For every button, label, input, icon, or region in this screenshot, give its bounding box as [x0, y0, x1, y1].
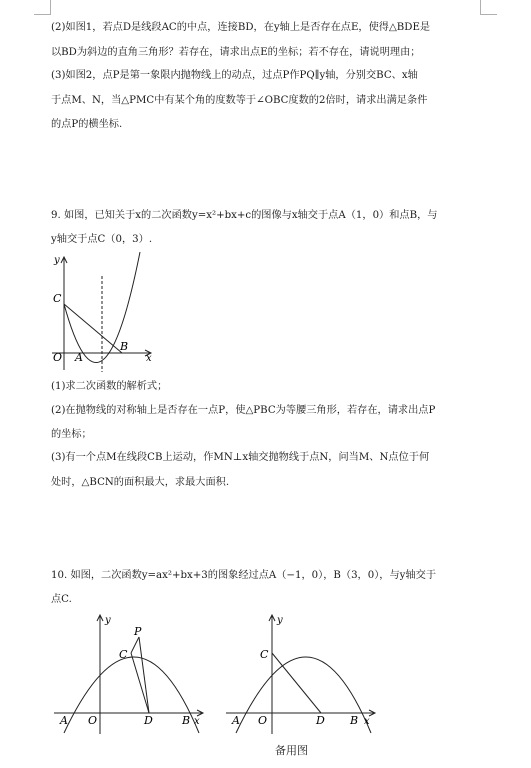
fig10b-label-x: x	[364, 716, 370, 727]
problem9-question2-line2: 的坐标；	[51, 429, 92, 440]
crop-mark-left-vertical	[50, 0, 51, 15]
problem8-part2-line1: (2)如图1，若点D是线段AC的中点，连接BD，在y轴上是否存在点E，使得△BDE是	[51, 22, 431, 33]
problem9-figure	[48, 252, 160, 374]
fig10b-label-a: A	[232, 714, 240, 727]
crop-mark-right-horizontal	[480, 14, 497, 15]
fig9-label-x: x	[146, 353, 152, 364]
fig9-label-y: y	[54, 255, 60, 266]
problem9-stem-line1: 9. 如图，已知关于x的二次函数y=x²+bx+c的图像与x轴交于点A（1，0）和点B，与	[51, 210, 438, 221]
fig9-label-b: B	[120, 340, 129, 353]
fig9-label-c: C	[53, 292, 62, 305]
fig9-label-o: O	[53, 351, 63, 364]
fig10b-label-c: C	[260, 648, 269, 661]
fig10-label-b: B	[182, 714, 191, 727]
fig10b-label-b: B	[350, 714, 359, 727]
problem8-part3-line3: 的点P的横坐标.	[51, 119, 123, 130]
problem9-question3-line1: (3)有一个点M在线段CB上运动，作MN⊥x轴交抛物线于点N，问当M、N点位于何	[51, 452, 430, 463]
problem10-stem-line1: 10. 如图，二次函数y=ax²+bx+3的图象经过点A（−1，0），B（3，0），与y轴交于	[51, 570, 437, 581]
problem9-question3-line2: 处时，△BCN的面积最大，求最大面积.	[51, 477, 230, 488]
fig10-segment-cd	[131, 653, 149, 713]
fig10-segment-pd	[139, 637, 149, 713]
problem10-stem-line2: 点C.	[51, 594, 72, 605]
problem10-backup-figure	[222, 610, 387, 735]
fig10-label-a: A	[60, 714, 68, 727]
problem9-question1: (1)求二次函数的解析式；	[51, 381, 168, 392]
problem9-stem-line2: y轴交于点C（0，3）.	[51, 234, 153, 245]
fig10-label-o: O	[88, 714, 98, 727]
problem8-part3-line2: 于点M、N，当△PMC中有某个角的度数等于∠OBC度数的2倍时，请求出满足条件	[51, 95, 428, 106]
fig10b-label-y: y	[277, 615, 283, 626]
fig10-label-c: C	[119, 648, 128, 661]
crop-mark-left-horizontal	[34, 14, 51, 15]
fig10-parabola	[64, 657, 199, 733]
fig10b-segment-cd	[272, 653, 321, 713]
fig10b-label-o: O	[258, 714, 268, 727]
fig10-label-y: y	[105, 615, 111, 626]
backup-figure-caption: 备用图	[275, 744, 308, 757]
fig10-label-d: D	[144, 714, 153, 727]
fig10-segment-cp	[131, 637, 139, 653]
problem8-part2-line2: 以BD为斜边的直角三角形？若存在，请求出点E的坐标；若不存在，请说明理由；	[51, 47, 421, 58]
fig10-label-x: x	[194, 716, 200, 727]
problem8-part3-line1: (3)如图2，点P是第一象限内抛物线上的动点，过点P作PQ∥y轴，分别交BC、x轴	[51, 70, 418, 81]
problem10-figure	[50, 610, 215, 735]
fig9-segment-cb	[64, 304, 122, 353]
problem9-question2-line1: (2)在抛物线的对称轴上是否存在一点P，使△PBC为等腰三角形，若存在，请求出点P	[51, 405, 436, 416]
fig10b-label-d: D	[316, 714, 325, 727]
fig10-label-p: P	[134, 625, 142, 638]
fig9-label-a: A	[75, 351, 83, 364]
crop-mark-right-vertical	[480, 0, 481, 15]
